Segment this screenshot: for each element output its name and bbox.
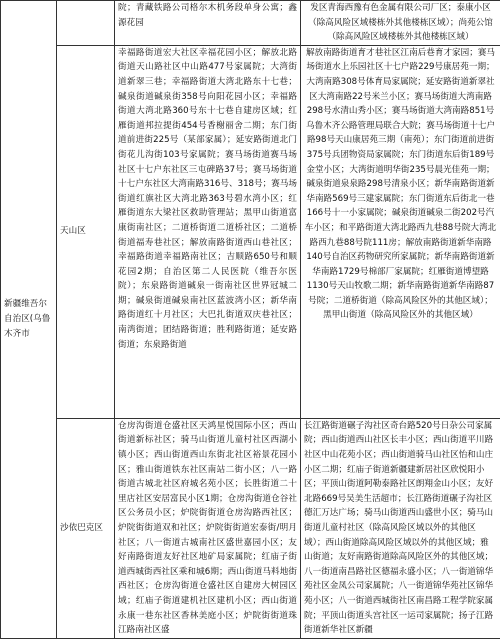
high-risk-text: 院；青藏铁路公司格尔木机务段单身公寓；鑫源花园 — [118, 1, 297, 30]
high-risk-cell — [115, 45, 301, 418]
high-risk-text: 仓房沟街道仓盛社区天鸿星悦国际小区；西山街道新标社区；骑马山街道儿童村社区西湖小镇小区；西山街道西山东街北社区裕景花园小区；雅山街道铁东社区南站二街小区；八一路街道古城北社区府城名苑小区；长胜街道二十里店社区安居富民小区1期；仓房沟街道仓谷社区公务员小区；炉院街街道仓房沟路西社区；炉院街街道双和社区；炉院街街道宏泰街/明月社区；八一街道古城南社区盛世嘉园小区；友好南路街道友好社区地矿局家属院；红庙子街道西城街西社区乘和城6期；西山街道马料地街西社区；仓房沟街道仓盛社区自建房大树园区域；红庙子街道建机社区建机小区；西山街道永康一巷东社区香林美庭小区；炉院街街道珠江路南社区盛 — [118, 419, 297, 638]
table-row — [1, 418, 500, 638]
region-name: 新疆维吾尔自治区(乌鲁木齐市 — [4, 299, 50, 338]
district-name: 沙依巴克区 — [60, 523, 103, 533]
low-risk-text: 解放南路街道育才巷社区江南后巷育才家园；赛马场街道水上乐园社区十七户路229号康居苑一期；大湾南路308号体育局家属院；延安路街道新翠社区大湾南路22号米兰小区；赛马场街道大湾南路298号水清山秀小区；赛马场街道大湾南路851号乌鲁木齐公路管理局联合大院；赛马场街道十七户路98号天山康居苑三期（南苑）；东门街道前进街375号兵团物资局家属院；东门街道东后街189号金堂小区；大湾街道明华街235号晨光佳苑一期；碱泉街道泉泉路298号清泉小区；新华南路街道新华南路569号三建家属院；东门街道东后街北一巷166号十一小家属院；碱泉街道碱泉二街202号汽车小区；和平路街道大湾北路西九巷88号院大湾北路西九巷88号院111房；解放南路街道新华南路140号自治区药物研究所家属院；新华南路街道新华南路1729号棉部厂家属院；红雁街道博望路1130号天山牧歌二期；新华南路街道新华南路87号院；二道桥街道（除高风险区外的其他区域）；黑甲山街道（除高风险区外的其他区域） — [304, 46, 497, 323]
low-risk-text: 发区青海西豫有色金属有限公司厂区；泰康小区（除高风险区域楼栋外其他楼栋区域）；尚苑公馆（除高风险区域楼栋外其他楼栋区域） — [304, 1, 497, 45]
district-cell — [57, 1, 115, 46]
high-risk-text: 幸福路街道宏大社区幸福花园小区；解放北路街道天山路社区中山路477号家属院；大湾街道新翠三巷；幸福路街道大湾北路东十七巷；碱泉街道碱泉街358号向阳花园小区；幸福路街道大湾北路360号东十七巷自建房区域；红雁街道邦拉提街454号香榭丽舍二期；东门街道前进街225号（某部家属）；延安路街道北门街花儿沟街103号家属院；赛马场街道赛马场社区十七户东社区三屯碑路37号；赛马场街道十七户东社区大湾南路316号、318号；赛马场街道红旗社区大湾北路363号碧水湾小区；红雁街道东大梁社区救助管理站；黑甲山街道富康街南社区；二道桥街道二道桥社区；二道桥街道福寿巷社区；解放南路街道西山巷社区；幸福路街道幸福路南社区；吉顺路650号和顺花园2期；自治区第二人民医院（维吾尔医院）；东泉路街道碱泉一街南社区世界冠城二期；碱泉街道碱泉南社区蓝波湾小区；新华南路街道红十月社区；大巴扎街道双庆巷社区；南湾街道；团结路街道；胜利路街道；延安路街道；东泉路街道 — [118, 46, 297, 352]
high-risk-cell — [115, 418, 301, 638]
region-cell — [1, 1, 57, 639]
low-risk-cell — [301, 1, 500, 46]
low-risk-cell — [301, 45, 500, 418]
low-risk-cell — [301, 418, 500, 638]
high-risk-cell — [115, 1, 301, 46]
district-cell — [57, 418, 115, 638]
table-row — [1, 1, 500, 46]
district-cell — [57, 45, 115, 418]
low-risk-text: 长江路街道碾子沟社区奇台路520号日杂公司家属院；西山街道西山社区长丰小区；西山街道平川路社区中山花苑小区；西山街道骑马山社区怡和山庄小区二期；红庙子街道新疆建新居社区欣悦阳小区；平顶山街道阿勒泰路社区朗翔金山小区；友好北路669号吴美生活超市；长江路街道碾子沟社区德汇万达广场；骑马山街道西山盛世小区；骑马山街道儿童村社区（除高风险区域以外的其他区域）；西山街道除高风险区域以外的其他区域；雅山街道；友好南路街道除高风险区外的其他区域；八一街道南昌路社区德福永盛小区；八一街道锦华苑社区金凤公司家属院；八一街道锦华苑社区锦华苑小区；八一街道西城街社区南昌路工程学院家属院；平顶山街道头宫社区一运司家属院；扬子江路街道新华社区新疆 — [304, 419, 497, 638]
district-name: 天山区 — [60, 226, 86, 236]
table-row — [1, 45, 500, 418]
